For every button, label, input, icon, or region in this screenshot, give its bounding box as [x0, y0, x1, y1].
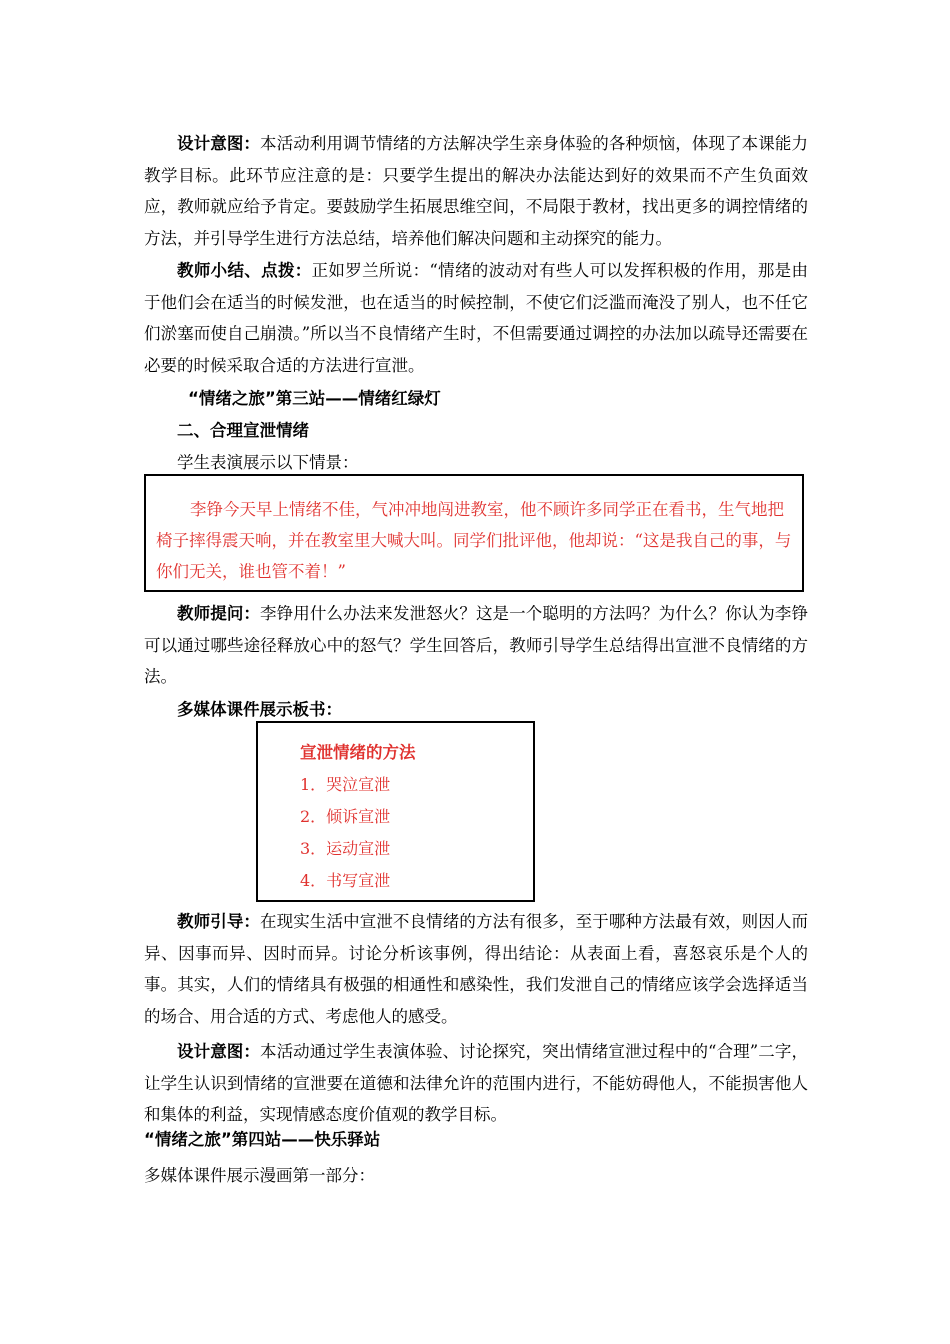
design-intent-label-2: 设计意图： — [177, 1042, 260, 1061]
board-title: 宣泄情绪的方法 — [300, 743, 416, 762]
design-intent-text-2: 本活动通过学生表演体验、讨论探究，突出情绪宣泄过程中的“合理”二字，让学生认识到情绪的宣泄要在道德和法律允许的范围内进行，不能妨碍他人，不能损害他人和集体的利益，实现情感态度价值观的教学目标。 — [144, 1042, 809, 1124]
board-item: 3．运动宣泄 — [300, 839, 391, 858]
board-item: 4．书写宣泄 — [300, 871, 391, 890]
teacher-guide-text: 在现实生活中宣泄不良情绪的方法有很多，至于哪种方法最有效，则因人而异、因事而异、因时而异。讨论分析该事例，得出结论：从表面上看，喜怒哀乐是个人的事。其实，人们的情绪具有极强的相通性和感染性，我们发泄自己的情绪应该学会选择适当的场合、用合适的方式、考虑他人的感受。 — [144, 912, 809, 1026]
section-2-heading: 二、合理宣泄情绪 — [177, 421, 309, 440]
comic-intro: 多媒体课件展示漫画第一部分： — [144, 1166, 375, 1185]
board-item: 1．哭泣宣泄 — [300, 775, 391, 794]
design-intent-paragraph-1 — [144, 128, 808, 254]
teacher-question-text: 李铮用什么办法来发泄怒火？这是一个聪明的方法吗？为什么？你认为李铮可以通过哪些途径释放心中的怒气？学生回答后，教师引导学生总结得出宣泄不良情绪的方法。 — [144, 604, 809, 686]
scene-box — [144, 474, 804, 592]
board-box — [256, 721, 535, 902]
design-intent-text-1: 本活动利用调节情绪的方法解决学生亲身体验的各种烦恼，体现了本课能力教学目标。此环节应注意的是：只要学生提出的解决办法能达到好的效果而不产生负面效应，教师就应给予肯定。要鼓励学生拓展思维空间，不局限于教材，找出更多的调控情绪的方法，并引导学生进行方法总结，培养他们解决问题和主动探究的能力。 — [144, 134, 809, 248]
scene-text: 李铮今天早上情绪不佳，气冲冲地闯进教室，他不顾许多同学正在看书，生气地把椅子摔得震天响，并在教室里大喊大叫。同学们批评他，他却说：“这是我自己的事，与你们无关，谁也管不着！” — [156, 500, 792, 581]
scene-intro: 学生表演展示以下情景： — [177, 453, 359, 472]
teacher-summary-text: 正如罗兰所说：“情绪的波动对有些人可以发挥积极的作用，那是由于他们会在适当的时候发泄，也在适当的时候控制，不使它们泛滥而淹没了别人，也不任它们淤塞而使自己崩溃。”所以当不良情绪产生时，不但需要通过调控的办法加以疏导还需要在必要的时候采取合适的方法进行宣泄。 — [144, 261, 808, 375]
teacher-guide-label: 教师引导： — [177, 912, 261, 931]
teacher-summary-paragraph — [144, 255, 808, 381]
teacher-question-label: 教师提问： — [177, 604, 261, 623]
teacher-question-paragraph — [144, 598, 808, 693]
design-intent-paragraph-2 — [144, 1036, 808, 1131]
board-intro: 多媒体课件展示板书： — [177, 700, 342, 719]
design-intent-label-1: 设计意图： — [177, 134, 261, 153]
teacher-guide-paragraph — [144, 906, 808, 1032]
station-3-heading: “情绪之旅”第三站——情绪红绿灯 — [188, 389, 441, 408]
board-item: 2．倾诉宣泄 — [300, 807, 391, 826]
teacher-summary-label: 教师小结、点拨： — [177, 261, 312, 280]
station-4-heading: “情绪之旅”第四站——快乐驿站 — [144, 1130, 381, 1149]
